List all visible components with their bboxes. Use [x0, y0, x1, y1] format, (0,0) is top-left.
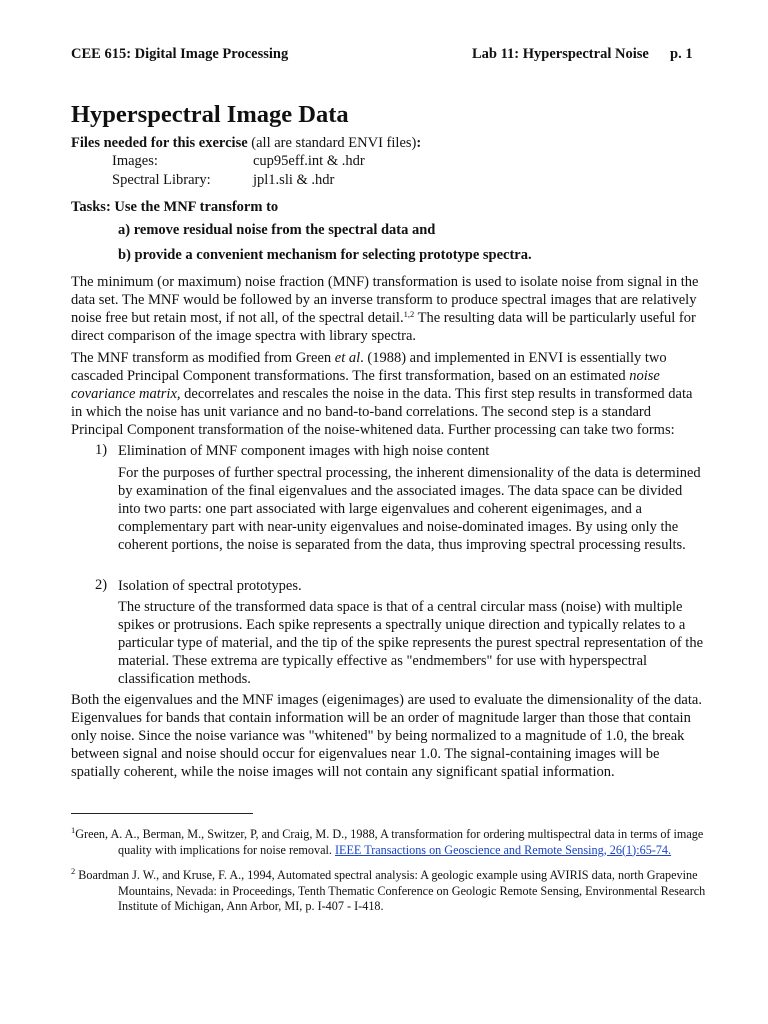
header-page-number: p. 1 — [670, 46, 693, 62]
list-item-2-title: Isolation of spectral prototypes. — [118, 578, 302, 594]
task-b: b) provide a convenient mechanism for selecting prototype spectra. — [118, 247, 532, 263]
paragraph-1-text: The minimum (or maximum) noise fraction (MNF) transformation is used to isolate noise from signal in the data set. The MNF would be followed by an inverse transform to produce spectral images that are relatively noise free but retain most, if not all, of the spectral detail. — [71, 274, 699, 327]
footnote-1-text: Green, A. A., Berman, M., Switzer, P, and Craig, M. D., 1988, A transformation for ordering multispectral data in terms of image quality with implications for noise removal. — [75, 827, 704, 857]
list-item-1-number: 1) — [95, 442, 108, 458]
paragraph-2-et-al: et al — [334, 350, 361, 366]
paragraph-1-text-2: The resulting data will be particularly useful for direct comparison of the image spectra with library spectra. — [71, 310, 696, 345]
list-item-2-number: 2) — [95, 577, 108, 593]
paragraph-2 — [71, 349, 703, 439]
paragraph-2-text-a: The MNF transform as modified from Green — [71, 350, 335, 366]
footnote-1-link[interactable]: IEEE Transactions on Geoscience and Remote Sensing, 26(1):65-74. — [334, 842, 672, 857]
files-heading-rest: (all are standard ENVI files) — [247, 135, 417, 151]
footnote-1-mark: 1 — [71, 825, 76, 835]
list-item-1-title: Elimination of MNF component images with high noise content — [118, 443, 490, 459]
footnote-2 — [71, 868, 711, 915]
files-value-images: cup95eff.int & .hdr — [253, 153, 365, 169]
footnote-divider — [71, 813, 253, 814]
paragraph-2-text-b: . (1988) and implemented in ENVI is essentially two cascaded Principal Component transformations. The first transformation, based on an estimated — [71, 350, 667, 385]
files-heading — [71, 135, 421, 152]
footnote-1 — [71, 827, 711, 858]
files-heading-colon: : — [416, 135, 422, 151]
task-a: a) remove residual noise from the spectral data and — [118, 222, 436, 238]
paragraph-2-text-c: decorrelates and rescales the noise in the data. This first step results in transformed data in which the noise has unit variance and no band-to-band correlations. The second step is a standard Principal Component transformation of the noise-whitened data. Further processing can take two forms: — [71, 386, 693, 439]
tasks-heading: Tasks: Use the MNF transform to — [71, 199, 279, 215]
files-label-images: Images: — [112, 153, 158, 169]
list-item-1-body: For the purposes of further spectral processing, the inherent dimensionality of the data is determined by examination of the final eigenvalues and the associated images. The data space can be divided into two parts: one part associated with large eigenvalues and coherent eigenimages, and a complementary part with near-unity eigenvalues and noise-dominated images. By using only the coherent portions, the noise is separated from the data, thus improving spectral processing results. — [118, 465, 701, 554]
paragraph-3: Both the eigenvalues and the MNF images (eigenimages) are used to evaluate the dimensionality of the data. Eigenvalues for bands that contain information will be an order of magnitude larger than those that contain only noise. Since the noise variance was "whitened" by being normalized to a magnitude of 1.0, the break between signal and noise should occur for eigenvalues near 1.0. The signal-containing images will be spatially coherent, while the noise images will not contain any significant spatial information. — [71, 692, 702, 781]
paragraph-1 — [71, 273, 703, 345]
page-title: Hyperspectral Image Data — [71, 101, 349, 128]
files-label-library: Spectral Library: — [112, 172, 211, 188]
files-value-library: jpl1.sli & .hdr — [253, 172, 335, 188]
paragraph-1-footnote-ref: 1,2 — [403, 309, 415, 320]
header-course: CEE 615: Digital Image Processing — [71, 46, 289, 62]
footnote-2-mark: 2 — [71, 866, 76, 876]
list-item-2-body: The structure of the transformed data space is that of a central circular mass (noise) with multiple spikes or protrusions. Each spike represents a spectrally unique direction and typically relates to a particular type of material, and the tip of the spike represents the purest spectral representation of the material. These extrema are typically effective as "endmembers" for use with hyperspectral classification methods. — [118, 599, 704, 688]
header-lab: Lab 11: Hyperspectral Noise — [472, 46, 649, 62]
files-heading-bold: Files needed for this exercise — [71, 135, 248, 151]
footnote-2-text: Boardman J. W., and Kruse, F. A., 1994, Automated spectral analysis: A geologic example using AVIRIS data, north Grapevine Mountains, Nevada: in Proceedings, Tenth Thematic Conference on Geologic Remote Sensing, Environmental Research Institute of Michigan, Ann Arbor, MI, p. I-407 - I-418. — [75, 868, 706, 913]
paragraph-2-noise-covariance: noise covariance matrix, — [71, 368, 660, 403]
